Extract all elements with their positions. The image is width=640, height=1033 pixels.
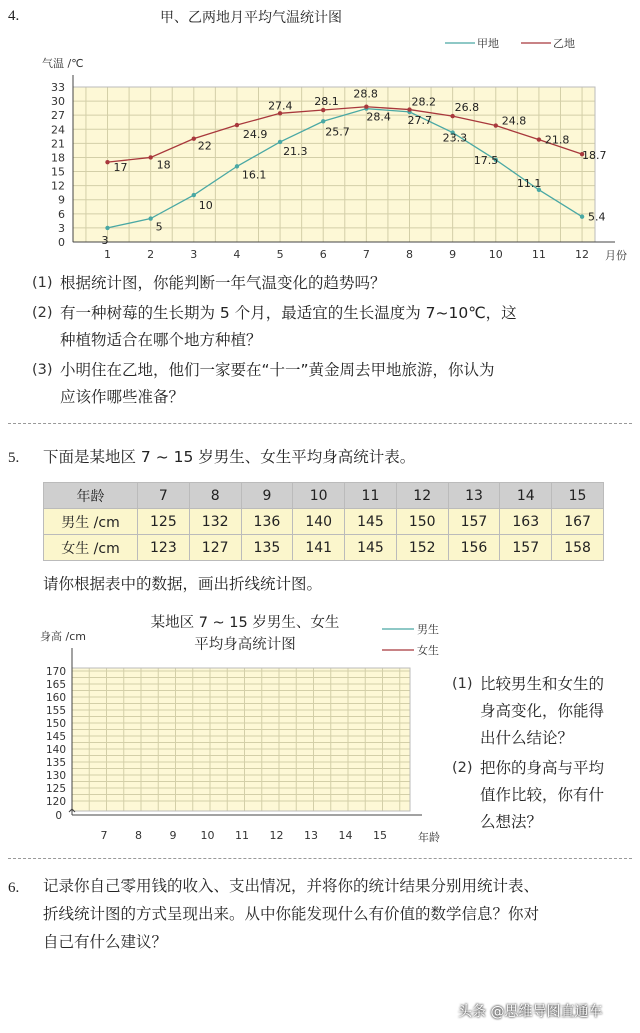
temp-data-label-s2-m2: 18 [156,158,171,172]
temp-x-axis-label: 月份 [605,249,627,262]
q4-sub-2-line-2: 种植物适合在哪个地方种植？ [60,331,262,349]
temp-data-label-s1-m12: 5.4 [588,210,606,224]
temp-data-label-s2-m8: 28.2 [411,95,436,109]
temp-xtick-2: 2 [147,248,155,261]
table-cell: 女生 /cm [44,535,138,561]
table-cell: 163 [500,509,552,535]
temp-point-s2-m6 [321,108,325,112]
height-xtick-13: 13 [304,829,318,842]
height-ytick-140: 140 [45,744,66,756]
q5-sub-1-line-3: 出什么结论？ [480,729,574,747]
temp-point-s2-m1 [105,160,109,164]
temp-point-s1-m2 [148,216,152,220]
table-header-row [44,483,604,509]
temp-ytick-6: 6 [58,207,65,221]
temp-data-label-s1-m5: 21.3 [283,144,308,158]
height-ytick-125: 125 [45,783,66,795]
table-row [44,509,604,535]
temp-data-label-s1-m6: 25.7 [325,125,350,139]
temp-ytick-33: 33 [51,81,65,94]
table-header-cell: 9 [241,483,293,509]
question-6-text [43,872,638,956]
q4-sub-3-line-2: 应该作哪些准备？ [60,388,185,406]
temp-ytick-18: 18 [51,151,65,165]
temp-ytick-21: 21 [51,137,65,151]
q5-sub-1-line-2: 身高变化，你能得 [480,702,605,720]
temp-data-label-s1-m3: 10 [198,199,213,213]
height-blank-grid-chart [0,610,450,855]
temp-xtick-5: 5 [276,248,284,261]
divider-2 [8,858,632,859]
table-header-cell: 12 [396,483,448,509]
q4-sub-2 [32,300,632,354]
table-header-cell: 15 [552,483,604,509]
temp-point-s2-m4 [235,123,239,127]
q4-sub-1-number: (1) [32,275,53,291]
height-ytick-135: 135 [45,757,66,769]
q4-sub-3 [32,357,632,411]
temp-xtick-4: 4 [233,248,241,261]
height-ytick-0: 0 [55,810,62,822]
temp-data-label-s2-m10: 24.8 [501,114,527,128]
temp-xtick-9: 9 [449,248,457,261]
q4-sub-3-line-1: 小明住在乙地，他们一家要在“十一”黄金周去甲地旅游，你认为 [60,361,495,379]
temp-ytick-30: 30 [51,95,65,109]
q5-sub-1-line-1: 比较男生和女生的 [480,675,605,693]
temp-point-s2-m2 [148,155,152,159]
height-xtick-12: 12 [269,829,284,842]
table-cell: 167 [552,509,604,535]
height-y-axis-label: 身高 /cm [40,630,86,643]
table-header-cell: 10 [293,483,345,509]
table-header-cell: 年龄 [44,483,138,509]
temp-point-s1-m6 [321,119,325,123]
table-header-cell: 11 [345,483,397,509]
temp-point-s2-m11 [537,137,541,141]
table-header-cell: 8 [189,483,241,509]
table-cell: 男生 /cm [44,509,138,535]
temp-data-label-s2-m12: 18.7 [582,149,607,163]
table-row [44,535,604,561]
temp-xtick-12: 12 [575,248,590,261]
q5-sub-1 [452,671,640,752]
divider-1 [8,423,632,424]
temp-y-axis-label: 气温 /℃ [42,57,84,70]
height-ytick-170: 170 [45,666,66,678]
temp-ytick-15: 15 [51,165,65,179]
temp-ytick-9: 9 [58,193,65,207]
q5-sub-2 [452,755,640,836]
table-cell: 158 [552,535,604,561]
question-5-subquestions [452,671,640,839]
height-chart-title-line-1: 某地区 7 ~ 15 岁男生、女生 [150,615,340,631]
height-chart-title-line-2: 平均身高统计图 [194,637,296,653]
table-header-cell: 7 [138,483,190,509]
temperature-line-chart [0,30,640,265]
temp-xtick-10: 10 [488,248,503,261]
table-cell: 123 [138,535,190,561]
temp-point-s1-m1 [105,226,109,230]
q4-sub-3-number: (3) [32,362,53,378]
question-6-line-2: 折线统计图的方式呈现出来。从中你能发现什么有价值的数学信息？你对 [43,905,540,923]
question-5-instruction: 请你根据表中的数据，画出折线统计图。 [43,575,323,593]
temp-point-s1-m4 [235,164,239,168]
height-xtick-15: 15 [373,829,387,842]
temp-ytick-3: 3 [58,221,65,235]
height-table [43,482,604,561]
temp-data-label-s1-m7: 28.4 [366,110,391,124]
height-xtick-9: 9 [169,829,177,842]
question-6-line-1: 记录你自己零用钱的收入、支出情况，并将你的统计结果分别用统计表、 [43,877,540,895]
temp-legend-label-1: 甲地 [477,37,499,50]
table-cell: 136 [241,509,293,535]
q4-sub-2-number: (2) [32,305,53,321]
table-cell: 157 [448,509,500,535]
table-cell: 145 [345,509,397,535]
table-header-cell: 14 [500,483,552,509]
q5-sub-2-number: (2) [452,760,473,776]
height-ytick-165: 165 [45,679,66,691]
height-ytick-130: 130 [45,770,66,782]
temp-data-label-s1-m10: 17.5 [473,153,499,167]
table-cell: 132 [189,509,241,535]
q5-sub-2-line-3: 么想法？ [480,813,543,831]
temp-data-label-s2-m4: 24.9 [242,128,268,142]
table-cell: 140 [293,509,345,535]
temp-point-s2-m7 [364,105,368,109]
question-5-number: 5. [8,450,20,466]
question-6-number: 6. [8,880,20,896]
height-x-axis-label: 年龄 [418,831,440,844]
temp-data-label-s1-m1: 3 [101,233,109,247]
height-ytick-150: 150 [45,718,66,730]
table-cell: 157 [500,535,552,561]
temp-legend-label-2: 乙地 [553,37,575,50]
temp-point-s2-m9 [450,114,454,118]
temp-ytick-12: 12 [51,179,65,193]
temp-data-label-s2-m9: 26.8 [454,101,480,115]
table-cell: 141 [293,535,345,561]
q5-sub-2-line-1: 把你的身高与平均 [480,759,605,777]
temp-xtick-6: 6 [319,248,327,261]
height-ytick-155: 155 [45,705,66,717]
temp-xtick-11: 11 [531,248,546,261]
table-cell: 127 [189,535,241,561]
temp-xtick-1: 1 [104,248,112,261]
temp-point-s1-m12 [580,214,584,218]
temp-point-s2-m3 [192,136,196,140]
temp-ytick-27: 27 [51,109,65,123]
temp-point-s1-m5 [278,140,282,144]
table-cell: 156 [448,535,500,561]
temp-data-label-s2-m1: 17 [113,161,128,175]
temp-data-label-s2-m11: 21.8 [544,133,570,147]
temp-xtick-7: 7 [362,248,370,261]
height-xtick-14: 14 [338,829,353,842]
temp-xtick-3: 3 [190,248,198,261]
temp-data-label-s2-m5: 27.4 [268,99,293,113]
height-xtick-7: 7 [100,829,108,842]
height-xtick-8: 8 [135,829,142,842]
q5-sub-1-number: (1) [452,676,473,692]
temp-data-label-s2-m7: 28.8 [353,87,378,101]
height-xtick-11: 11 [235,829,249,842]
table-cell: 135 [241,535,293,561]
temp-ytick-0: 0 [58,236,65,249]
table-cell: 152 [396,535,448,561]
temp-data-label-s1-m2: 5 [155,220,163,234]
temp-point-s1-m3 [192,193,196,197]
height-plot-area [72,668,410,811]
q4-sub-1-line-1: 根据统计图，你能判断一年气温变化的趋势吗？ [60,274,386,292]
q5-sub-2-line-2: 值作比较，你有什 [480,786,605,804]
table-cell: 125 [138,509,190,535]
height-ytick-160: 160 [45,692,66,704]
question-6-line-3: 自己有什么建议？ [43,933,168,951]
table-cell: 145 [345,535,397,561]
temp-data-label-s1-m11: 11.1 [516,176,542,190]
q4-sub-1 [32,270,632,297]
question-5-intro: 下面是某地区 7 ~ 15 岁男生、女生平均身高统计表。 [43,448,416,466]
height-xtick-10: 10 [200,829,215,842]
height-ytick-145: 145 [45,731,66,743]
temp-data-label-s1-m4: 16.1 [241,168,267,182]
height-legend-label-1: 男生 [417,623,439,636]
height-ytick-120: 120 [45,796,66,808]
temp-data-label-s2-m6: 28.1 [314,95,339,109]
table-cell: 150 [396,509,448,535]
temp-xtick-8: 8 [405,248,413,261]
table-header-cell: 13 [448,483,500,509]
temp-ytick-24: 24 [51,123,65,137]
height-legend-label-2: 女生 [417,644,439,657]
question-4-number: 4. [8,8,20,24]
watermark: 头条 @思维导图直通车 [458,1004,603,1020]
temp-data-label-s1-m8: 27.7 [407,113,432,127]
temperature-chart-title: 甲、乙两地月平均气温统计图 [160,10,342,26]
temp-data-label-s1-m9: 23.3 [442,131,468,145]
temp-data-label-s2-m3: 22 [197,139,212,153]
question-4-subquestions [32,270,632,414]
temp-point-s2-m10 [494,123,498,127]
q4-sub-2-line-1: 有一种树莓的生长期为 5 个月，最适宜的生长温度为 7~10℃，这 [60,304,517,322]
